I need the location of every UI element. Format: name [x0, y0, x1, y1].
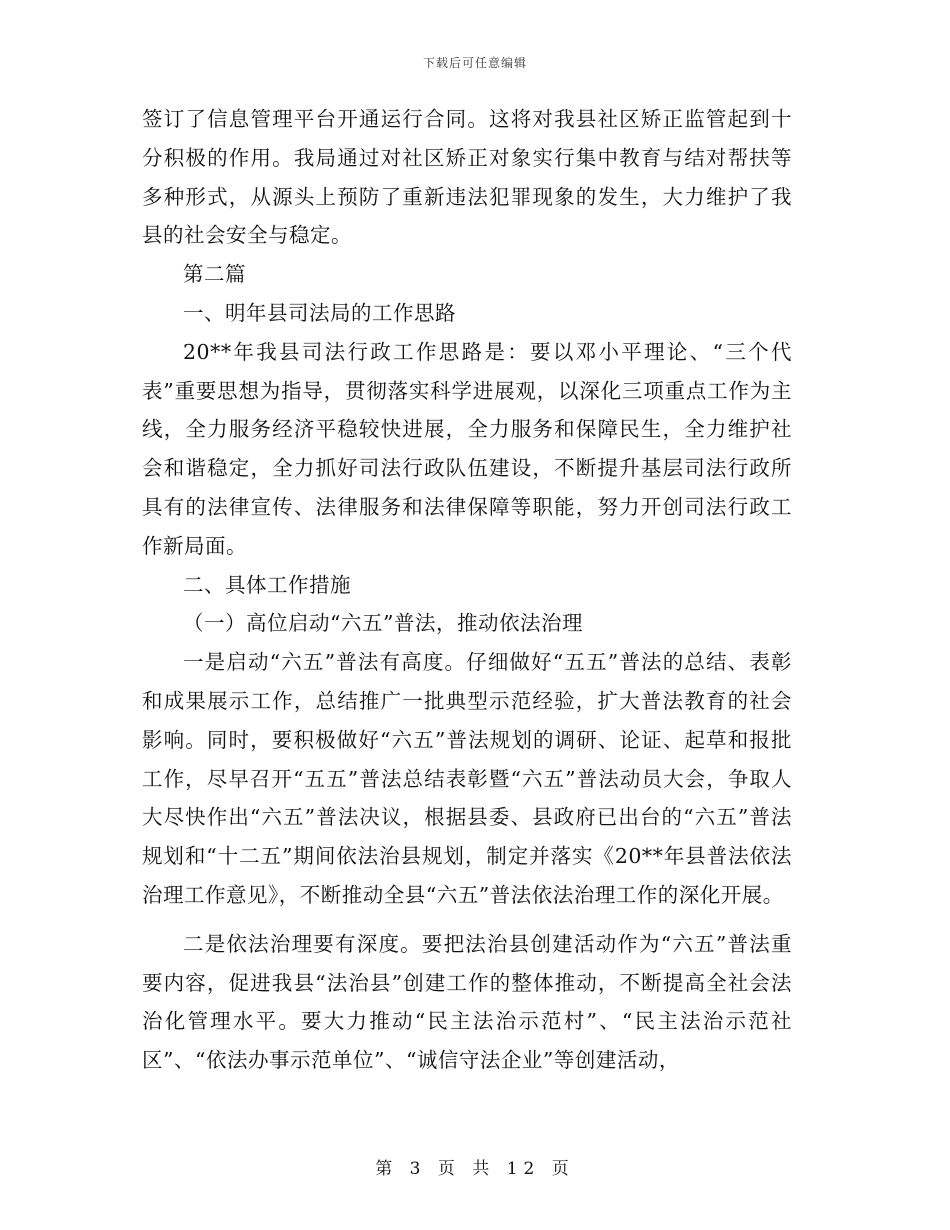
paragraph-work-idea: 20**年我县司法行政工作思路是：要以邓小平理论、“三个代表”重要思想为指导，贯彻落实科学进展观，以深化三项重点工作为主线，全力服务经济平稳较快进展，全力服务和保障民生，全力维护社会和谐稳定，全力抓好司法行政队伍建设，不断提升基层司法行政所具有的法律宣传、法律服务和法律保障等职能，努力开创司法行政工作新局面。	[142, 339, 792, 558]
paragraph-measure-2: 二是依法治理要有深度。要把法治县创建活动作为“六五”普法重要内容，促进我县“法治县”创建工作的整体推动，不断提高全社会法治化管理水平。要大力推动“民主法治示范村”、“民主法治示范社区”、“依法办事示范单位”、“诚信守法企业”等创建活动，	[142, 931, 792, 1073]
document-body	[142, 100, 792, 1080]
section-title: 第二篇	[183, 262, 246, 287]
heading-measures: 二、具体工作措施	[183, 572, 351, 597]
heading-work-idea: 一、明年县司法局的工作思路	[183, 300, 456, 325]
paragraph-1: 签订了信息管理平台开通运行合同。这将对我县社区矫正监管起到十分积极的作用。我局通过对社区矫正对象实行集中教育与结对帮扶等多种形式，从源头上预防了重新违法犯罪现象的发生，大力维护了我县的社会安全与稳定。	[142, 107, 792, 248]
page-header: 下载后可任意编辑	[422, 56, 527, 70]
subheading-1: （一）高位启动“六五”普法，推动依法治理	[183, 611, 583, 636]
page-number: 第 3 页 共 12 页	[375, 1159, 575, 1179]
paragraph-measure-1: 一是启动“六五”普法有高度。仔细做好“五五”普法的总结、表彰和成果展示工作，总结推广一批典型示范经验，扩大普法教育的社会影响。同时，要积极做好“六五”普法规划的调研、论证、起草和报批工作，尽早召开“五五”普法总结表彰暨“六五”普法动员大会，争取人大尽快作出“六五”普法决议，根据县委、县政府已出台的“六五”普法规划和“十二五”期间依法治县规划，制定并落实《20**年县普法依法治理工作意见》，不断推动全县“六五”普法依法治理工作的深化开展。	[142, 650, 792, 907]
